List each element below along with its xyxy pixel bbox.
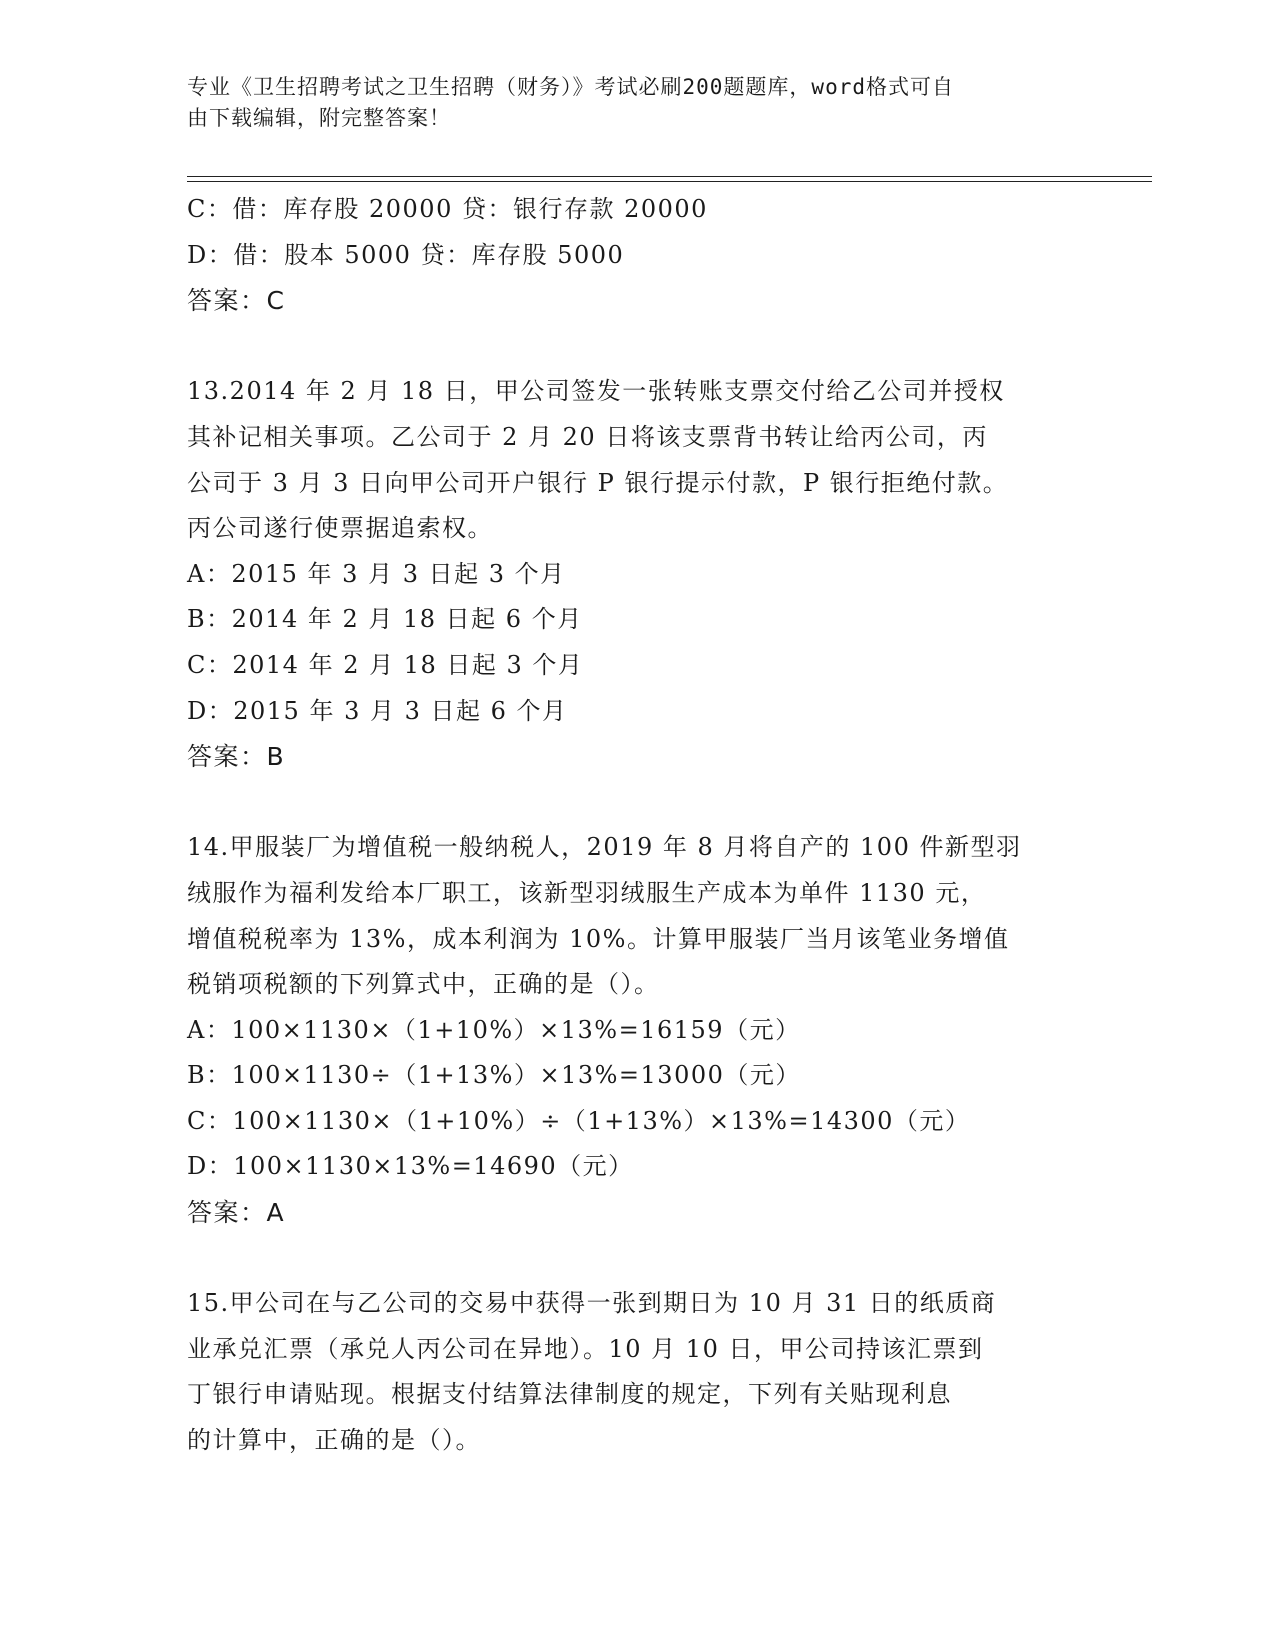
question-stem-line: 丙公司遂行使票据追索权。 [187,514,493,543]
option-c: C：2014 年 2 月 18 日起 3 个月 [187,650,584,679]
header-line: 专业《卫生招聘考试之卫生招聘（财务）》考试必刷200题题库，word格式可自 [187,75,954,99]
header-divider-bottom [187,181,1152,182]
document-header [187,72,1067,134]
question-stem-line: 15.甲公司在与乙公司的交易中获得一张到期日为 10 月 31 日的纸质商 [187,1289,997,1318]
header-line: 由下载编辑，附完整答案！ [187,106,451,130]
option-a: A：2015 年 3 月 3 日起 3 个月 [187,559,566,588]
question-stem-line: 税销项税额的下列算式中，正确的是（）。 [187,970,660,999]
answer: 答案：A [187,1198,286,1228]
question-stem-line: 业承兑汇票（承兑人丙公司在异地）。10 月 10 日，甲公司持该汇票到 [187,1334,984,1363]
question-14 [187,825,1087,1235]
question-stem-line: 的计算中，正确的是（）。 [187,1426,481,1455]
option-c: C：借：库存股 20000 贷：银行存款 20000 [187,195,708,223]
header-divider-top [187,176,1152,177]
option-b: B：100×1130÷（1+13%）×13%=13000（元） [187,1061,801,1090]
option-d: D：借：股本 5000 贷：库存股 5000 [187,240,625,269]
question-stem-line: 丁银行申请贴现。根据支付结算法律制度的规定，下列有关贴现利息 [187,1380,952,1409]
question-13 [187,369,1087,779]
option-c: C：100×1130×（1+10%）÷（1+13%）×13%=14300（元） [187,1106,971,1135]
question-stem-line: 其补记相关事项。乙公司于 2 月 20 日将该支票背书转让给丙公司，丙 [187,422,988,451]
option-a: A：100×1130×（1+10%）×13%=16159（元） [187,1015,801,1044]
question-stem-line: 增值税税率为 13%，成本利润为 10%。计算甲服装厂当月该笔业务增值 [187,924,1010,953]
question-list [187,187,1087,1464]
question-stem-line: 14.甲服装厂为增值税一般纳税人，2019 年 8 月将自产的 100 件新型羽 [187,833,1022,862]
option-b: B：2014 年 2 月 18 日起 6 个月 [187,605,583,634]
spacer [187,324,1087,370]
spacer [187,1236,1087,1282]
spacer [187,780,1087,826]
question-15 [187,1281,1087,1463]
question-stem-line: 13.2014 年 2 月 18 日，甲公司签发一张转账支票交付给乙公司并授权 [187,377,1005,406]
answer: 答案：B [187,742,286,772]
question-stem-line: 公司于 3 月 3 日向甲公司开户银行 P 银行提示付款，P 银行拒绝付款。 [187,468,1009,497]
question-stem-line: 绒服作为福利发给本厂职工，该新型羽绒服生产成本为单件 1130 元， [187,878,987,907]
question-12-tail [187,187,1087,324]
option-d: D：100×1130×13%=14690（元） [187,1152,634,1181]
option-d: D：2015 年 3 月 3 日起 6 个月 [187,696,568,725]
answer: 答案：C [187,286,286,316]
